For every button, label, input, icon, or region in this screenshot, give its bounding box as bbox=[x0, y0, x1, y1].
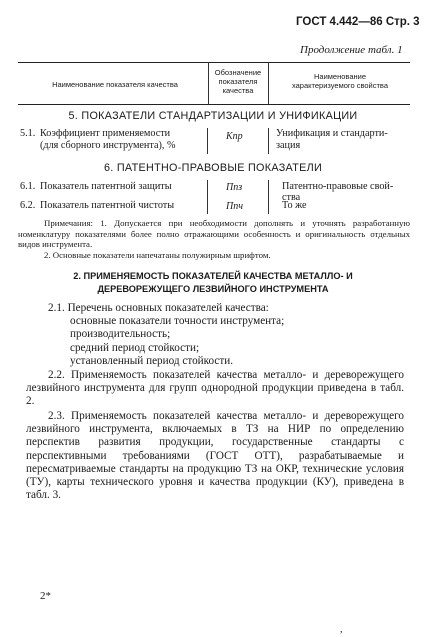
property-name: То же bbox=[282, 200, 307, 211]
cell-divider bbox=[268, 180, 269, 214]
section-title: 5. ПОКАЗАТЕЛИ СТАНДАРТИЗАЦИИ И УНИФИКАЦИИ bbox=[68, 110, 358, 122]
row-number: 6.2. bbox=[20, 200, 36, 211]
table-continuation-label: Продолжение табл. 1 bbox=[300, 44, 403, 56]
property-name: Унификация и стандарти- bbox=[276, 128, 388, 139]
column-header-indicator-name: Наименование показателя качества bbox=[52, 80, 178, 89]
page-signature-mark: 2* bbox=[40, 590, 51, 602]
document-reference: ГОСТ 4.442—86 Стр. 3 bbox=[296, 16, 420, 28]
paragraph-2-1: 2.1. Перечень основных показателей качества: основные показатели точности инструмента; производительность; средний период стойкости; установленный период стойкости. bbox=[48, 302, 285, 367]
indicator-name: (для сборного инструмента), % bbox=[40, 140, 176, 151]
cell-divider bbox=[268, 128, 269, 154]
indicator-name: Показатель патентной чистоты bbox=[40, 200, 175, 211]
row-number: 5.1. bbox=[20, 128, 36, 139]
indicator-name: Коэффициент применяемости bbox=[40, 128, 171, 139]
table-header-rule bbox=[18, 104, 410, 105]
cell-divider bbox=[207, 180, 208, 214]
table-note: 2. Основные показатели напечатаны полужирным шрифтом. bbox=[44, 250, 271, 260]
paragraph-2-3: 2.3. Применяемость показателей качества металло- и дереворежущего лезвийного инструмента, включаемых в ТЗ на НИР по определению перспектив развития продукции, государственные стандарты с перспективными требованиями (ГОСТ ОТТ), разрабатываемые и пересматриваемые стандарты на продукцию ТЗ на ОКР, технические условия (ТУ), карты технического уровня и качества продукции (КУ), приведена в табл. 3. bbox=[26, 410, 404, 502]
indicator-name: Показатель патентной защиты bbox=[40, 181, 172, 192]
property-name: ства bbox=[282, 192, 301, 203]
column-header-designation: Обозначение показателя качества bbox=[214, 68, 262, 95]
table-top-rule bbox=[18, 62, 410, 63]
indicator-symbol: Ппч bbox=[226, 201, 243, 212]
section-title: 6. ПАТЕНТНО-ПРАВОВЫЕ ПОКАЗАТЕЛИ bbox=[103, 162, 323, 174]
indicator-symbol: Кпр bbox=[226, 131, 243, 142]
margin-mark: , bbox=[340, 624, 343, 635]
column-divider bbox=[268, 62, 269, 104]
paragraph-2-2: 2.2. Применяемость показателей качества металло- и дереворежущего лезвийного инструмента для групп однородной продукции приведена в табл. 2. bbox=[26, 369, 404, 408]
section-heading: 2. ПРИМЕНЯЕМОСТЬ ПОКАЗАТЕЛЕЙ КАЧЕСТВА МЕТАЛЛО- И ДЕРЕВОРЕЖУЩЕГО ЛЕЗВИЙНОГО ИНСТРУМЕНТА bbox=[73, 271, 353, 294]
column-header-property: Наименование характеризуемого свойства bbox=[291, 72, 389, 90]
indicator-symbol: Ппз bbox=[226, 182, 243, 193]
property-name: Патентно-правовые свой- bbox=[282, 181, 394, 192]
cell-divider bbox=[207, 128, 208, 154]
row-number: 6.1. bbox=[20, 181, 36, 192]
column-divider bbox=[208, 62, 209, 104]
table-note: Примечания: 1. Допускается при необходимости дополнять и уточнять разработанную номенклатуру показателями более полно отражающими особенность и оригинальность отдельных видов инструмента. bbox=[18, 218, 410, 249]
property-name: зация bbox=[276, 140, 301, 151]
